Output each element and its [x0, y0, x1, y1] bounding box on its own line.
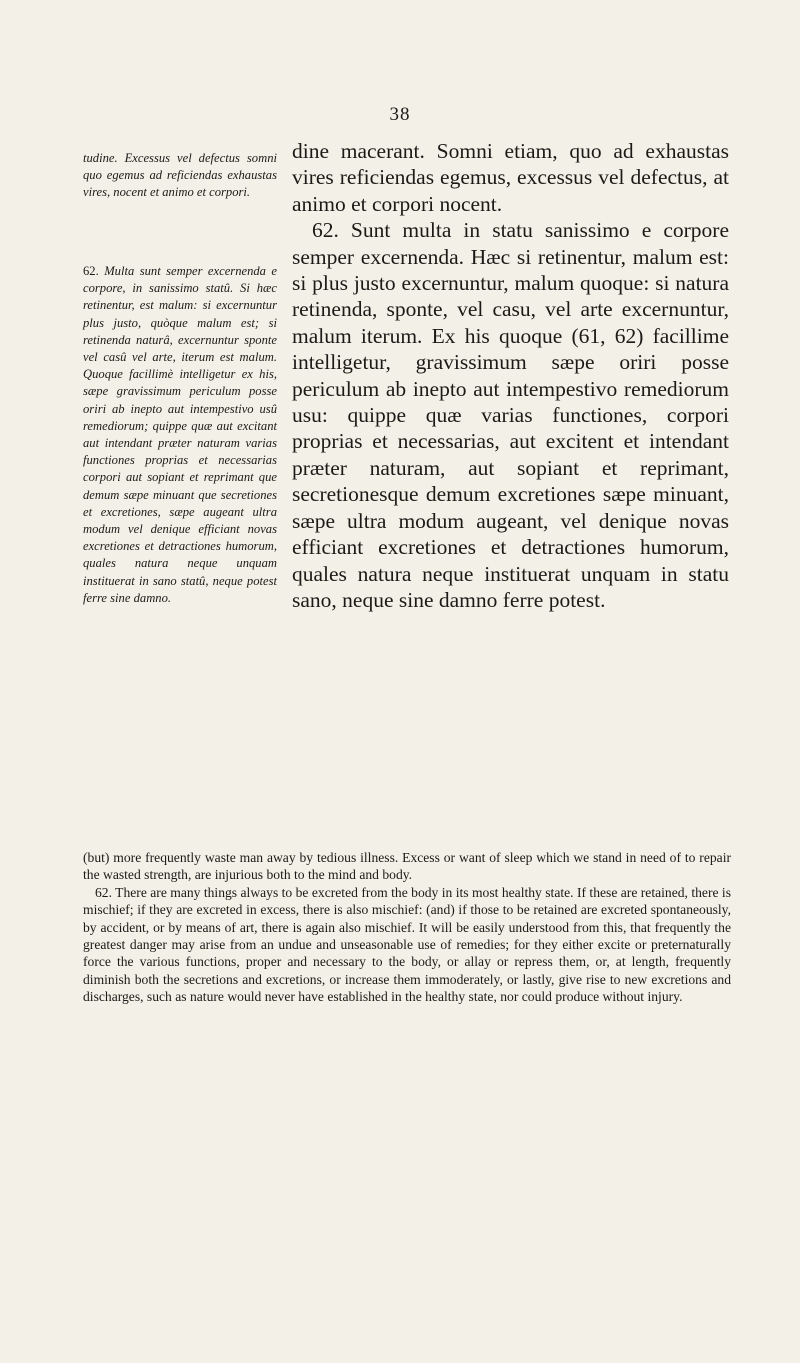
- margin-note-second-text: Multa sunt semper excernenda e corpore, in sanissimo statû. Si hæc retinentur, est malum: si excernuntur plus justo, quòque malum est; si retinenda naturâ, excernuntur sponte vel casû vel arte, iterum est malum. Quoque facillimè intelligetur ex his, sæpe gravissimum periculum posse oriri ab inepto aut intempestivo usû remediorum; quippe quæ aut excitant aut intendant præter naturam varias functiones proprias et necessarias corpori aut sopiant et reprimant que demum sæpe minuant que secretiones et excretiones, sæpe augeant ultra modum vel denique efficiant novas excretiones et detractiones humorum, quales natura neque unquam instituerat in sano statû, neque potest ferre sine damno.: [83, 264, 277, 605]
- english-translation: [83, 849, 731, 1006]
- margin-note-second: [83, 263, 277, 607]
- latin-main-text: [292, 138, 729, 613]
- translation-paragraph-2: 62. There are many things always to be excreted from the body in its most healthy state. If these are retained, there is mischief; if they are excreted in excess, there is also mischief: (and) if those to be retained are excreted spontaneously, by accident, or by means of art, there is again also mischief. It will be easily understood from this, that frequently the greatest danger may arise from an undue and unseasonable use of remedies; for they either excite or preternaturally force the various functions, proper and necessary to the body, or allay or repress them, or, at length, frequently diminish both the secretions and excretions, or increase them immoderately, or lastly, give rise to new excretions and discharges, such as nature would never have established in the healthy state, nor could produce without injury.: [83, 884, 731, 1005]
- margin-note-first-text: tudine. Excessus vel defectus somni quo egemus ad reficiendas exhaustas vires, nocent et animo et corpori.: [83, 151, 277, 200]
- latin-paragraph-1: dine macerant. Somni etiam, quo ad exhaustas vires reficiendas egemus, excessus vel defectus, at animo et corpori nocent.: [292, 139, 729, 216]
- page-number: 38: [389, 104, 411, 125]
- latin-paragraph-2: 62. Sunt multa in statu sanissimo e corpore semper excernenda. Hæc si retinentur, malum est: si plus justo excernuntur, malum quoque: si natura retinenda, sponte, vel casu, vel arte excernuntur, malum iterum. Ex his quoque (61, 62) facillime intelligetur, gravissimum sæpe oriri posse periculum ab inepto aut intempestivo remediorum usu: quippe quæ varias functiones, corpori proprias et necessarias, aut excitent et intendant præter naturam, aut sopiant et reprimant, secretionesque demum excretiones sæpe minuant, sæpe ultra modum augeant, vel denique novas efficiant excretiones et detractiones humorum, quales natura neque instituerat unquam in statu sano, neque sine damno ferre potest.: [292, 218, 729, 612]
- translation-paragraph-1: (but) more frequently waste man away by tedious illness. Excess or want of sleep which we stand in need of to repair the wasted strength, are injurious both to the mind and body.: [83, 850, 731, 883]
- margin-note-first: [83, 150, 277, 202]
- margin-note-second-number: 62.: [83, 264, 99, 278]
